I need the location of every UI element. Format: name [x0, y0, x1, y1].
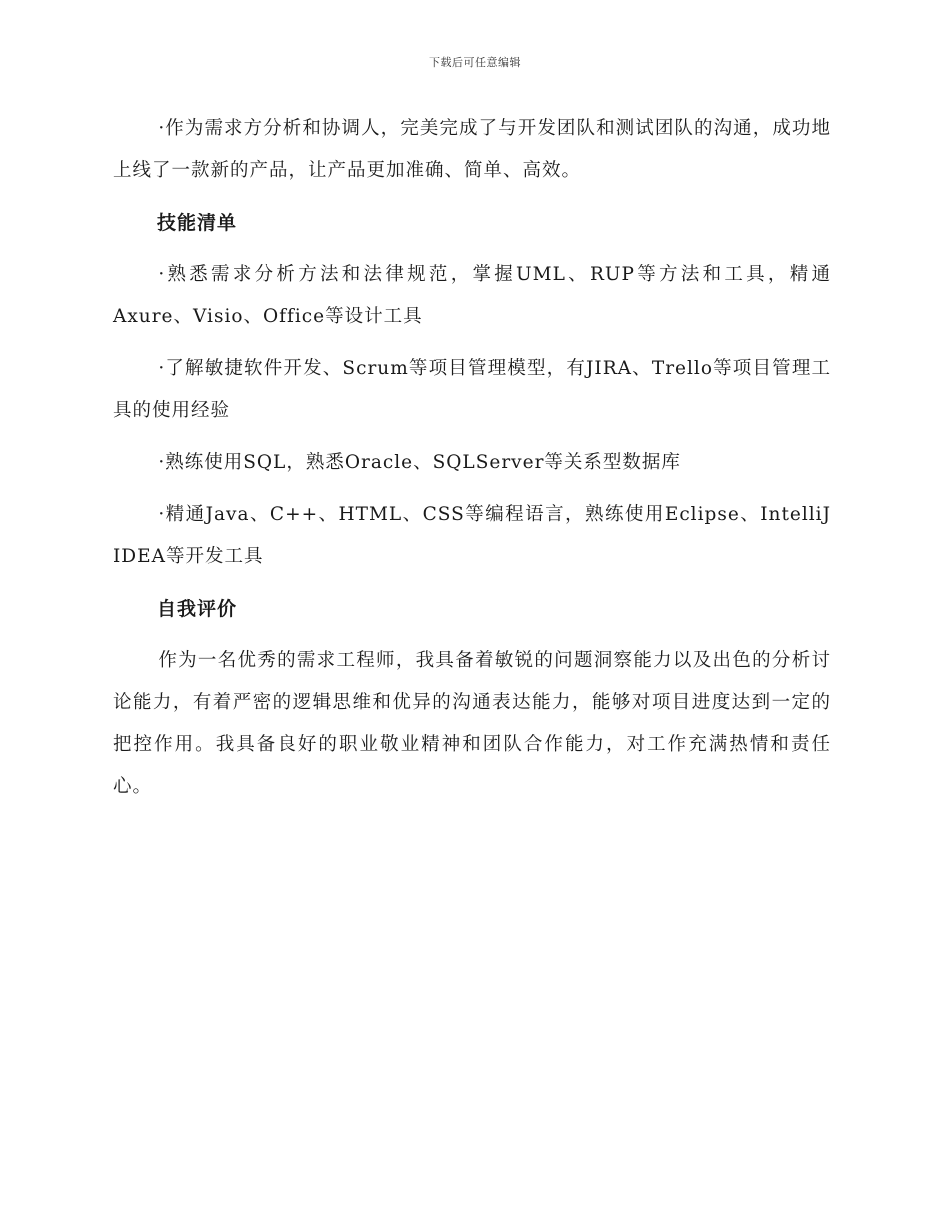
document-body [113, 108, 831, 818]
skill-item: ·熟悉需求分析方法和法律规范，掌握UML、RUP等方法和工具，精通Axure、Visio、Office等设计工具 [113, 264, 831, 327]
skill-item: ·精通Java、C++、HTML、CSS等编程语言，熟练使用Eclipse、IntelliJ IDEA等开发工具 [113, 504, 831, 567]
skill-item: ·了解敏捷软件开发、Scrum等项目管理模型，有JIRA、Trello等项目管理工具的使用经验 [113, 358, 831, 421]
skill-item: ·熟练使用SQL，熟悉Oracle、SQLServer等关系型数据库 [158, 452, 681, 473]
self-eval-text: 作为一名优秀的需求工程师，我具备着敏锐的问题洞察能力以及出色的分析讨论能力，有着严密的逻辑思维和优异的沟通表达能力，能够对项目进度达到一定的把控作用。我具备良好的职业敬业精神和团队合作能力，对工作充满热情和责任心。 [113, 650, 831, 797]
intro-bullet: ·作为需求方分析和协调人，完美完成了与开发团队和测试团队的沟通，成功地上线了一款新的产品，让产品更加准确、简单、高效。 [113, 118, 831, 181]
self-eval-heading: 自我评价 [157, 598, 238, 620]
page-header: 下载后可任意编辑 [429, 56, 521, 69]
skills-heading: 技能清单 [157, 212, 238, 234]
